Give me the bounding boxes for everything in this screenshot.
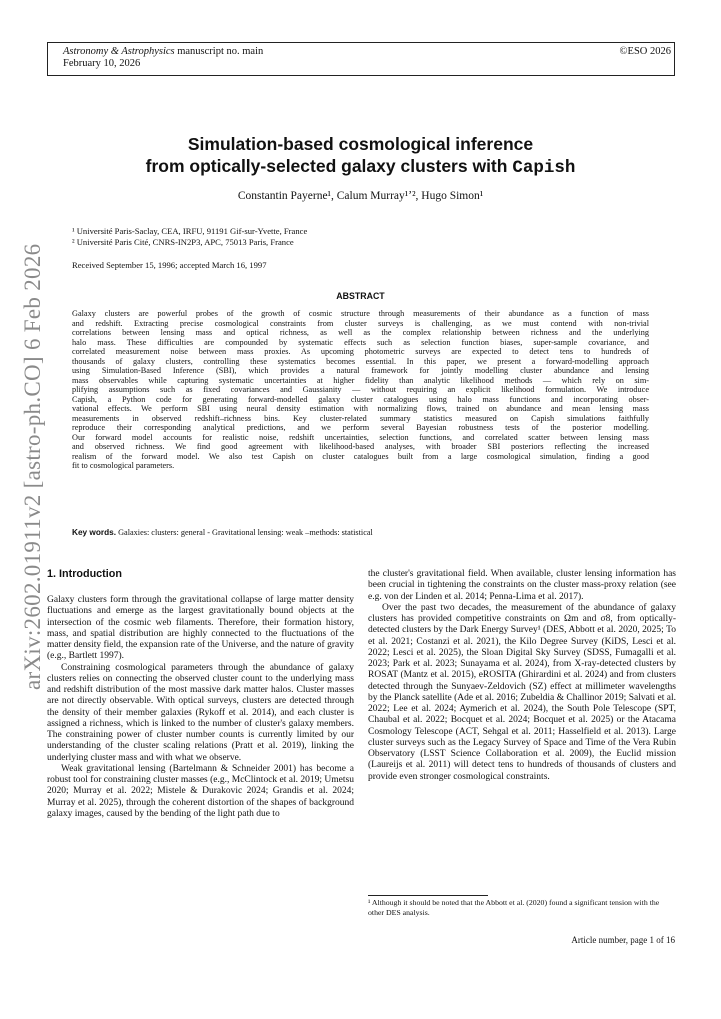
section-heading: 1. Introduction xyxy=(47,568,122,580)
abstract-line: thousands of galaxy clusters, controlling these systematics becomes essential. In this paper, we present a forward-modelling approach xyxy=(72,356,649,366)
abstract-line: correlated measurement noise between mass proxies. As upcoming photometric surveys are expected to detect tens to hundreds of xyxy=(72,347,649,356)
affiliation-1: ¹ Université Paris-Saclay, CEA, IRFU, 91191 Gif-sur-Yvette, France xyxy=(72,226,308,236)
abstract-line: and redshift. Extracting precise cosmological constraints from cluster surveys is challenging, as we must contend with non-trivial xyxy=(72,318,649,328)
title-code-name: Capish xyxy=(512,158,576,178)
manuscript-header xyxy=(47,42,675,76)
paragraph: Constraining cosmological parameters through the abundance of galaxy clusters relies on connecting the observed cluster count to the underlying mass and redshift distribution of the most massive dark matter halos. Cluster masses are not directly observable. With optical surveys, clusters are detected through the density of their member galaxies (Rykoff et al. 2014), and each cluster is assigned a richness, which is linked to the number of cluster's galaxy members. The constraining power of cluster number counts is currently limited by our understanding of the cluster scaling relations (Pratt et al. 2019), linking the underlying cluster mass and with what we observe. xyxy=(47,662,354,763)
abstract-line: measurements in observed redshift–richness bins. Key cluster-related summary statistics measured on Capish simulations faithfully xyxy=(72,413,649,423)
abstract-line: and observed richness. We find good agreement with likelihood-based analyses, with broader SBI posteriors reflecting the increased xyxy=(72,442,649,451)
paragraph: the cluster's gravitational field. When available, cluster lensing information has been crucial in tightening the constraints on the cluster mass-proxy relation (see e.g. von der Linden et al. 2014; Penna-Lima et al. 2017). xyxy=(368,569,676,602)
author-list: Constantin Payerne¹, Calum Murray¹ʼ², Hugo Simon¹ xyxy=(237,190,484,202)
header-left xyxy=(63,46,263,70)
abstract-line: Galaxy clusters are powerful probes of the growth of cosmic structure through measurements of their abundance as a function of mass xyxy=(72,309,649,318)
keywords xyxy=(72,528,649,537)
abstract-line: realism of the forward model. We also test Capish on cluster catalogues built from a large cosmological simulation, finding a good xyxy=(72,451,649,461)
paper-title xyxy=(72,133,649,179)
abstract-line: vational effects. We perform SBI using neural density estimation with normalizing flows, trained on abundance and mean lensing mass xyxy=(72,404,649,413)
abstract-line: mass observables while capturing systematic uncertainties at higher fidelity than analytic likelihood methods — which rely on sim- xyxy=(72,375,649,385)
abstract-body xyxy=(72,309,649,471)
title-line-2: from optically-selected galaxy clusters with xyxy=(145,156,513,176)
right-column xyxy=(368,569,676,783)
journal-name: Astronomy & Astrophysics xyxy=(63,46,175,57)
footnote: ¹ Although it should be noted that the Abbott et al. (2020) found a significant tension with the other DES analysis. xyxy=(368,898,660,917)
abstract-line: fit to cosmological parameters. xyxy=(72,461,175,470)
paragraph: Galaxy clusters form through the gravitational collapse of large matter density fluctuations and emerge as the largest gravitationally bound objects at the intersection of the cosmic web filaments. Therefore, their formation history, mass, and spatial distribution are highly connected to the fluctuations of the matter density field, the expansion rate of the Universe, and the nature of gravity (e.g., Bartlett 1997). xyxy=(47,595,354,662)
abstract-line: plifying assumptions such as fixed covariances and Gaussianity — without requiring an explicit likelihood formulation. We introduce xyxy=(72,385,649,394)
abstract-line: Capish, a Python code for generating forward-modelled galaxy cluster catalogues using halo mass functions and incorporating obser- xyxy=(72,394,649,404)
abstract-heading: ABSTRACT xyxy=(336,291,385,301)
abstract-line: correlations between lensing mass and optical richness, as well as the complex relationship between richness and the underlying xyxy=(72,328,649,337)
keywords-label: Key words. xyxy=(72,528,117,537)
copyright: ©ESO 2026 xyxy=(619,46,671,57)
paragraph: Weak gravitational lensing (Bartelmann & Schneider 2001) has become a robust tool for constraining cluster masses (e.g., McClintock et al. 2019; Umetsu 2020; Murray et al. 2022; Mistele & Durakovic 2024; Grandis et al. 2024; Murray et al. 2025), through the coherent distortion of the shapes of background galaxy images, caused by the bending of the light path due to xyxy=(47,763,354,819)
left-column xyxy=(47,595,354,820)
received-dates: Received September 15, 1996; accepted March 16, 1997 xyxy=(72,260,267,270)
manuscript-date: February 10, 2026 xyxy=(63,58,141,69)
affiliation-2: ² Université Paris Cité, CNRS-IN2P3, APC, 75013 Paris, France xyxy=(72,236,294,247)
manuscript-id: manuscript no. main xyxy=(174,46,264,57)
paragraph: Over the past two decades, the measurement of the abundance of galaxy clusters has provided competitive constraints on Ωm and σ8, from optically-detected clusters by the Dark Energy Survey¹ (DES, Abbott et al. 2020, 2025; To et al. 2021; Costanzi et al. 2021), the Kilo Degree Survey (KiDS, Lesci et al. 2022; Lesci et al. 2025), the Sloan Digital Sky Survey (SDSS, Fumagalli et al. 2023; Park et al. 2023; Sunayama et al. 2024), from X-ray-detected clusters by ROSAT (Mantz et al. 2015), eROSITA (Ghirardini et al. 2024) and from clusters detected through the Sunyaev-Zeldovich (SZ) effect at millimeter wavelengths by the Planck satellite (Ade et al. 2016; Zubeldia & Challinor 2019; Salvati et al. 2022; Lee et al. 2024; Aymerich et al. 2024), the South Pole Telescope (SPT, Chaubal et al. 2022; Bocquet et al. 2024; Bocquet et al. 2025) or the Atacama Cosmology Telescope (ACT, Sehgal et al. 2011; Hasselfield et al. 2013). Large cluster surveys such as the Legacy Survey of Space and Time of the Vera Rubin Observatory (LSST Science Collaboration et al. 2009), the Euclid mission (Laureijs et al. 2011) will detect tens to hundreds of thousands of clusters and provide even stronger cosmological constraints. xyxy=(368,602,676,782)
abstract-line: Our forward model accounts for realistic noise, redshift uncertainties, selection functions, and correlated scatter between lensing mass xyxy=(72,432,649,442)
abstract-line: using Simulation-Based Inference (SBI), which provides a natural framework for jointly modelling cluster abundance and lensing xyxy=(72,366,649,375)
page-number: Article number, page 1 of 16 xyxy=(571,935,675,945)
title-line-1: Simulation-based cosmological inference xyxy=(187,134,534,154)
abstract-line: reproduce their corresponding analytical predictions, and we perform several Bayesian robustness tests of the posterior modelling. xyxy=(72,423,649,432)
affiliations xyxy=(72,226,307,247)
keywords-text: Galaxies: clusters: general - Gravitational lensing: weak –methods: statistical xyxy=(116,528,373,537)
arxiv-stamp: arXiv:2602.01911v2 [astro-ph.CO] 6 Feb 2026 xyxy=(20,243,45,690)
abstract-line: halo mass. These difficulties are compounded by systematic effects such as selection function biases, super-sample covariance, and xyxy=(72,337,649,347)
footnote-rule xyxy=(368,895,488,896)
